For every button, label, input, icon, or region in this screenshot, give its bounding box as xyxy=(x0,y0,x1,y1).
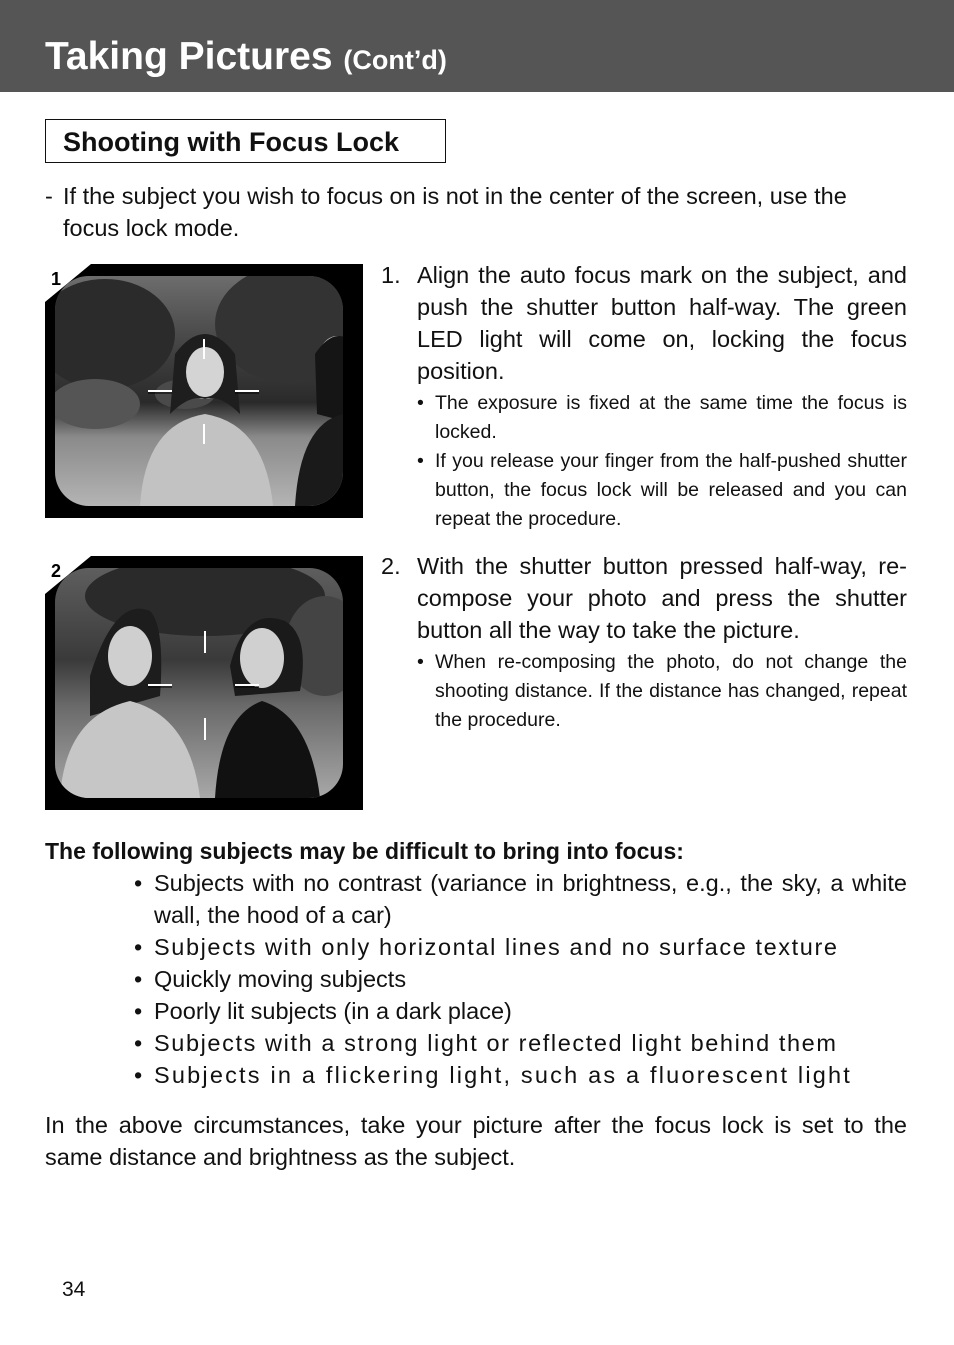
page-header xyxy=(0,0,954,92)
photo-2-label: 2 xyxy=(51,561,62,581)
viewfinder-photo-1 xyxy=(45,264,363,518)
conclusion-paragraph: In the above circumstances, take your picture after the focus lock is set to the same distance and brightness as the subject. xyxy=(45,1112,907,1170)
title-main: Taking Pictures xyxy=(45,35,333,78)
list-item: • Subjects in a flickering light, such as a fluorescent light xyxy=(134,1059,907,1091)
viewfinder-illustration-2 xyxy=(45,556,363,810)
step-1-note: • The exposure is fixed at the same time the focus is locked. xyxy=(417,389,907,447)
step-1-notes xyxy=(417,389,907,534)
list-item: • Subjects with only horizontal lines and no surface texture xyxy=(134,931,907,963)
list-item: • Subjects with a strong light or reflected light behind them xyxy=(134,1027,907,1059)
step-2-number: 2. xyxy=(381,553,401,579)
section-title: Shooting with Focus Lock xyxy=(63,127,399,157)
step-1-note: • If you release your finger from the half-pushed shutter button, the focus lock will be released and you can repeat the procedure. xyxy=(417,447,907,534)
step-2-notes xyxy=(417,648,907,735)
step-1-text: Align the auto focus mark on the subject, and push the shutter button half-way. The green LED light will come on, locking the focus position. xyxy=(417,262,907,384)
photo-1-label: 1 xyxy=(51,269,62,289)
step-1 xyxy=(381,259,907,534)
page-number: 34 xyxy=(62,1278,86,1301)
intro-text: If the subject you wish to focus on is not in the center of the screen, use the focus lock mode. xyxy=(63,183,847,241)
step-2-text: With the shutter button pressed half-way, re-compose your photo and press the shutter button all the way to take the picture. xyxy=(417,553,907,643)
step-2-note: • When re-composing the photo, do not change the shooting distance. If the distance has changed, repeat the procedure. xyxy=(417,648,907,735)
title-subtitle: (Cont’d) xyxy=(343,45,447,75)
list-item: • Quickly moving subjects xyxy=(134,963,907,995)
page-title xyxy=(45,34,447,83)
step-2 xyxy=(381,550,907,735)
intro-paragraph xyxy=(45,180,907,244)
list-item: • Poorly lit subjects (in a dark place) xyxy=(134,995,907,1027)
difficult-subjects-list xyxy=(134,867,907,1091)
viewfinder-photo-2 xyxy=(45,556,363,810)
intro-dash: - xyxy=(45,183,53,209)
viewfinder-illustration-1 xyxy=(45,264,363,518)
list-item: • Subjects with no contrast (variance in brightness, e.g., the sky, a white wall, the hood of a car) xyxy=(134,867,907,931)
step-1-number: 1. xyxy=(381,262,401,288)
difficult-subjects-heading: The following subjects may be difficult to bring into focus: xyxy=(45,838,684,864)
section-heading-box xyxy=(45,119,446,163)
